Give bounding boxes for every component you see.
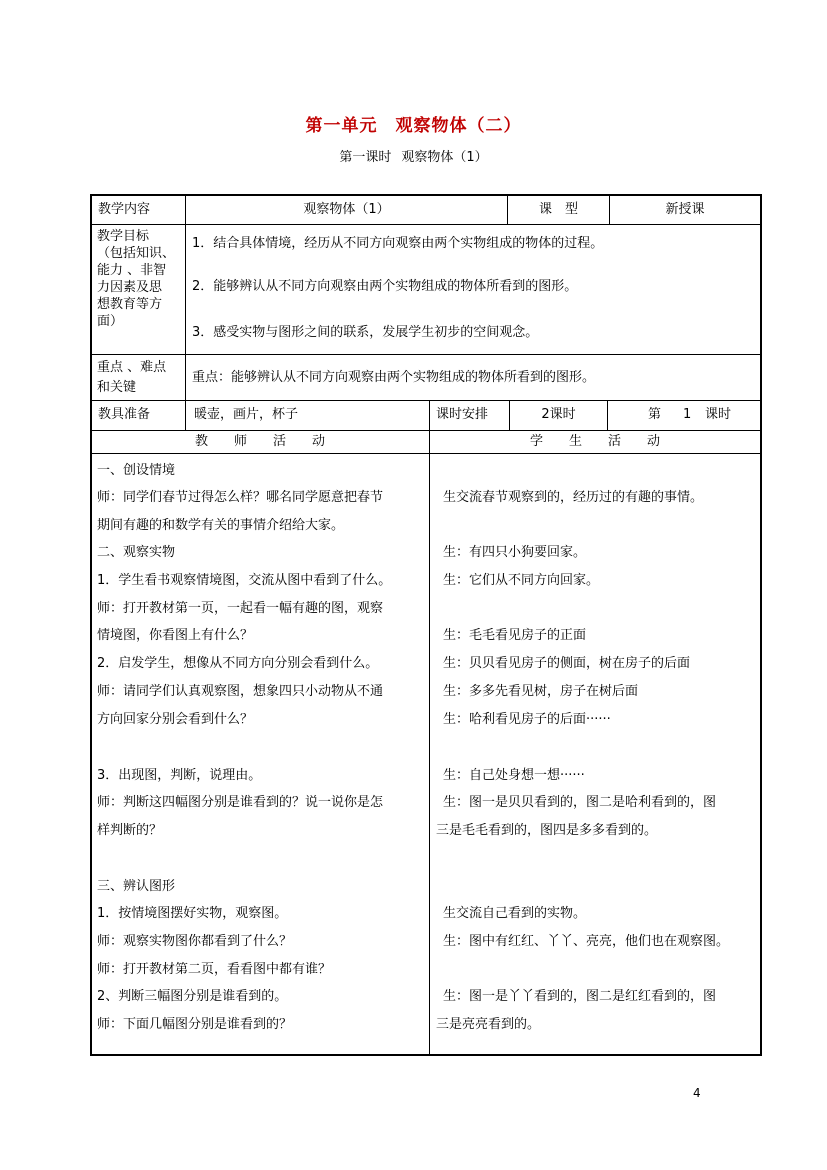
materials-label: 教具准备 — [98, 407, 151, 422]
goals-label-line: 教学目标 — [97, 229, 150, 244]
page-number: 4 — [693, 1086, 701, 1100]
student-line: 生：有四只小狗要回家。 — [443, 545, 587, 560]
student-line: 三是毛毛看到的，图四是多多看到的。 — [436, 823, 658, 838]
col-divider — [607, 400, 608, 430]
table-border-left — [90, 194, 92, 1056]
teacher-line: 方向回家分别会看到什么？ — [97, 712, 254, 727]
key-points-label-line: 重点 、难点 — [97, 360, 167, 375]
goals-label-line: 想教育等方 — [97, 297, 163, 312]
goals-label — [97, 228, 175, 330]
row-divider — [91, 400, 761, 401]
schedule-label: 课时安排 — [436, 407, 489, 422]
teacher-line: 1．学生看书观察情境图，交流从图中看到了什么。 — [97, 573, 392, 588]
content-value: 观察物体（1） — [303, 202, 390, 217]
teacher-line: 三、辨认图形 — [97, 879, 176, 894]
teacher-line: 师：观察实物图你都看到了什么？ — [97, 934, 293, 949]
student-line: 三是亮亮看到的。 — [436, 1017, 541, 1032]
key-points-value: 重点：能够辨认从不同方向观察由两个实物组成的物体所看到的图形。 — [192, 370, 596, 385]
lesson-number: 1 — [683, 407, 692, 422]
key-points-label — [97, 358, 166, 398]
row-divider — [91, 354, 761, 355]
col-divider — [185, 195, 186, 430]
student-line: 生：图中有红红、丫丫、亮亮，他们也在观察图。 — [443, 934, 730, 949]
table-border-top — [90, 194, 762, 196]
lesson-subtitle — [0, 146, 827, 165]
unit-name: 观察物体（二） — [395, 116, 522, 136]
unit-title — [0, 111, 827, 136]
unit-label: 第一单元 — [305, 116, 378, 136]
teacher-line: 师：判断这四幅图分别是谁看到的？说一说你是怎 — [97, 795, 384, 810]
goals-label-line: 能力 、非智 — [97, 263, 167, 278]
teacher-line: 师：打开教材第一页，一起看一幅有趣的图，观察 — [97, 601, 384, 616]
col-divider — [429, 400, 430, 1055]
teacher-line: 2．启发学生，想像从不同方向分别会看到什么。 — [97, 656, 379, 671]
teacher-line: 师：同学们春节过得怎么样？哪名同学愿意把春节 — [97, 490, 384, 505]
student-line: 生：哈利看见房子的后面······ — [443, 712, 611, 727]
teacher-line: 一、创设情境 — [97, 463, 176, 478]
materials-value: 暖壶，画片，杯子 — [194, 407, 299, 422]
student-activity-header: 学 生 活 动 — [529, 434, 660, 449]
student-line: 生：图一是贝贝看到的，图二是哈利看到的，图 — [443, 795, 717, 810]
table-border-right — [760, 194, 762, 1056]
goals-label-line: 面） — [97, 314, 124, 329]
goal-item: 3．感受实物与图形之间的联系，发展学生初步的空间观念。 — [192, 325, 539, 340]
content-label: 教学内容 — [98, 202, 151, 217]
student-line: 生：贝贝看见房子的侧面，树在房子的后面 — [443, 656, 691, 671]
teacher-line: 3．出现图，判断，说理由。 — [97, 768, 262, 783]
goals-label-line: （包括知识、 — [97, 246, 176, 261]
lesson-number-prefix: 第 — [648, 407, 662, 422]
student-line: 生交流春节观察到的，经历过的有趣的事情。 — [443, 490, 704, 505]
student-line: 生：图一是丫丫看到的，图二是红红看到的，图 — [443, 989, 717, 1004]
row-divider — [91, 453, 761, 454]
lesson-number-suffix: 课时 — [705, 407, 732, 422]
teacher-line: 1．按情境图摆好实物，观察图。 — [97, 906, 288, 921]
teacher-line: 师：打开教材第二页，看看图中都有谁？ — [97, 962, 332, 977]
type-label: 课 型 — [538, 202, 578, 217]
student-line: 生：毛毛看见房子的正面 — [443, 628, 587, 643]
goals-label-line: 力因素及思 — [97, 280, 163, 295]
key-points-label-line: 和关键 — [97, 380, 137, 395]
teacher-line: 二、观察实物 — [97, 545, 176, 560]
student-line: 生：多多先看见树，房子在树后面 — [443, 684, 639, 699]
lesson-name: 观察物体（1） — [401, 150, 488, 165]
student-line: 生：它们从不同方向回家。 — [443, 573, 600, 588]
teacher-line: 样判断的？ — [97, 823, 163, 838]
teacher-line: 情境图，你看图上有什么？ — [97, 628, 254, 643]
goal-item: 2．能够辨认从不同方向观察由两个实物组成的物体所看到的图形。 — [192, 279, 578, 294]
row-divider — [91, 224, 761, 225]
table-border-bottom — [90, 1054, 762, 1056]
teacher-line: 师：下面几幅图分别是谁看到的？ — [97, 1017, 293, 1032]
teacher-line: 师：请同学们认真观察图，想象四只小动物从不通 — [97, 684, 384, 699]
lesson-label: 第一课时 — [339, 150, 392, 165]
student-line: 生交流自己看到的实物。 — [443, 906, 587, 921]
goal-item: 1．结合具体情境，经历从不同方向观察由两个实物组成的物体的过程。 — [192, 236, 604, 251]
student-line: 生：自己处身想一想······ — [443, 768, 585, 783]
type-value: 新授课 — [665, 202, 705, 217]
teacher-line: 2、判断三幅图分别是谁看到的。 — [97, 989, 288, 1004]
teacher-activity-header: 教 师 活 动 — [194, 434, 325, 449]
schedule-value: 2课时 — [541, 407, 576, 422]
row-divider — [91, 430, 761, 431]
teacher-line: 期间有趣的和数学有关的事情介绍给大家。 — [97, 518, 345, 533]
